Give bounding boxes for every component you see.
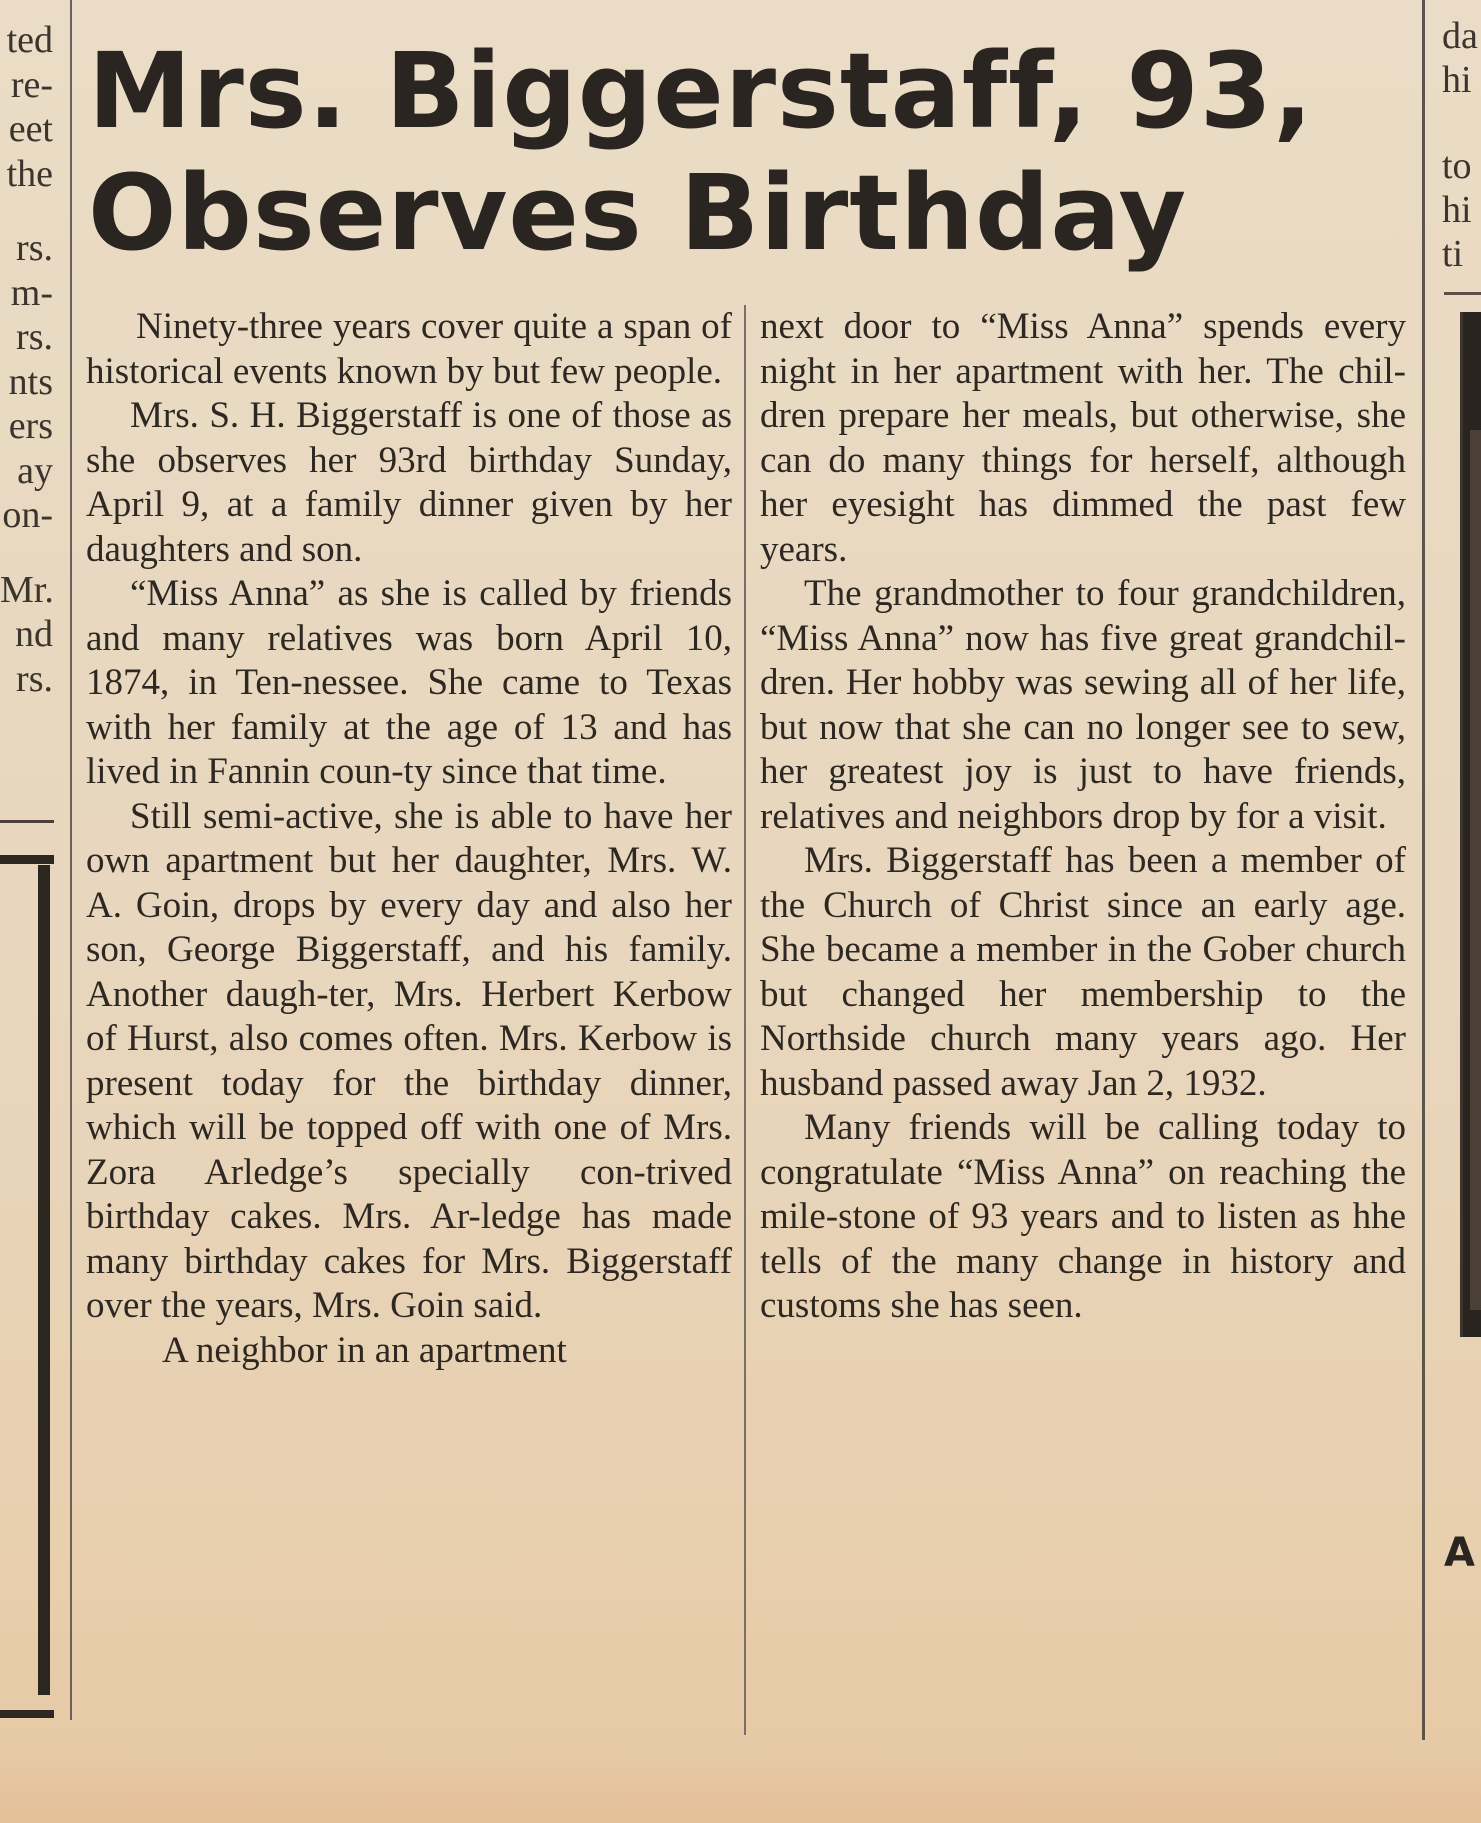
right-divider-rule xyxy=(1444,292,1481,295)
left-fragment-line: eet xyxy=(8,108,53,150)
left-fragment-line: on- xyxy=(2,494,53,536)
right-column-rule xyxy=(1422,0,1425,1740)
article-paragraph: next door to “Miss Anna” spends every night in her apartment with her. The chil-dren prepare her meals, but otherwise, she can do many things for herself, although her eyesight has dimmed the past few years. xyxy=(760,306,1406,570)
headline-line-1: Mrs. Biggerstaff, 93, xyxy=(88,30,1314,152)
right-photo-detail xyxy=(1470,430,1481,1310)
left-fragment-line: ay xyxy=(17,449,53,492)
left-fragment-line: the xyxy=(6,152,53,195)
right-fragment-line: da xyxy=(1442,15,1478,57)
left-fragment-line: ers xyxy=(8,405,53,447)
article-paragraph: Mrs. Biggerstaff has been a member of the Church of Christ since an early age. She became a member in the Gober church but changed her membership to the Northside church many years ago. Her husband passed away Jan 2, 1932. xyxy=(760,840,1406,1104)
article-paragraph: The grandmother to four grandchildren, “Miss Anna” now has five great grandchil-dren. Her hobby was sewing all of her life, but now that she can no longer see to sew, her greatest joy is just to have friends, relatives and neighbors drop by for a visit. xyxy=(760,573,1406,837)
article-paragraph: Still semi-active, she is able to have her own apartment but her daughter, Mrs. W. A. Goin, drops by every day and also her son, George Biggerstaff, and his family. Another daugh-ter, Mrs. Herbert Kerbow of Hurst, also comes often. Mrs. Kerbow is present today for the birthday dinner, which will be topped off with one of Mrs. Zora Arledge’s specially con-trived birthday cakes. Mrs. Ar-ledge has made many birthday cakes for Mrs. Biggerstaff over the years, Mrs. Goin said. xyxy=(86,795,732,1326)
column-divider xyxy=(744,305,746,1735)
article-paragraph: “Miss Anna” as she is called by friends and many relatives was born April 10, 1874, in Ten-nessee. She came to Texas with her family at the age of 13 and has lived in Fannin coun-ty since that time. xyxy=(86,573,732,792)
left-divider-rule xyxy=(0,820,54,823)
article-column-right xyxy=(760,305,1406,1329)
right-fragment-line: hi xyxy=(1442,189,1472,231)
article-paragraph: Many friends will be calling today to congratulate “Miss Anna” on reaching the mile-stone of 93 years and to listen as hhe tells of the many change in history and customs she has seen. xyxy=(760,1107,1406,1326)
left-fragment-line: nd xyxy=(15,613,53,655)
left-fragment-line: rs. xyxy=(16,227,53,269)
article-paragraph: Mrs. S. H. Biggerstaff is one of those as she observes her 93rd birthday Sunday, April 9, at a family dinner given by her daughters and son. xyxy=(86,395,732,570)
left-column-rule xyxy=(70,0,72,1720)
article-column-left xyxy=(86,305,732,1373)
right-fragment-line: hi xyxy=(1442,59,1472,101)
article-paragraph: Ninety-three years cover quite a span of historical events known by but few people. xyxy=(86,306,732,392)
right-fragment-letter: A xyxy=(1444,1530,1475,1576)
left-fragment-line: rs. xyxy=(16,657,53,700)
article-paragraph: A neighbor in an apartment xyxy=(162,1329,567,1371)
left-foot-rule xyxy=(0,1710,54,1718)
left-fragment-line: nts xyxy=(8,360,53,403)
left-fragment-line: Mr. xyxy=(0,568,54,611)
left-fragment-line: ted xyxy=(6,19,53,61)
left-fragment-line: m- xyxy=(10,271,53,314)
paper-bottom-edge xyxy=(0,1760,1481,1823)
right-fragment-line: ti xyxy=(1442,233,1464,275)
right-fragment-line: to xyxy=(1442,145,1472,187)
left-fragment-line: re- xyxy=(10,63,53,106)
left-border-bar xyxy=(38,865,50,1695)
left-fragment-line: rs. xyxy=(16,316,53,358)
right-column-fragment xyxy=(1442,14,1481,276)
headline-line-2: Observes Birthday xyxy=(88,152,1188,274)
left-column-fragment xyxy=(0,18,56,701)
left-heavy-rule xyxy=(0,855,54,864)
article-headline xyxy=(88,30,1408,274)
